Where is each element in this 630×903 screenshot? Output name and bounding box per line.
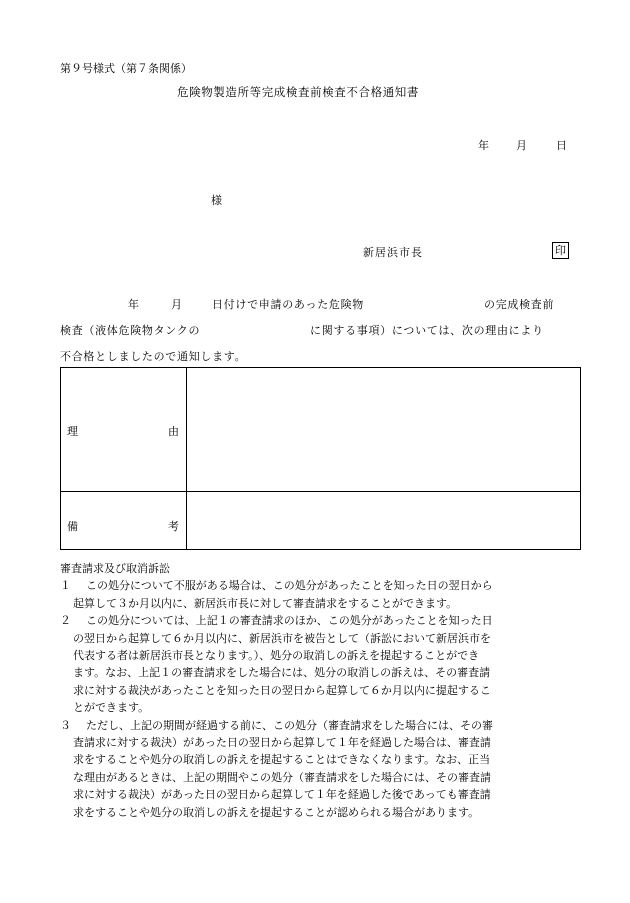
table-divider-vertical [186,368,187,549]
note-3-line-4: な理由があるときは、上記の期間やこの処分（審査請求をした場合には、その審査請 [73,770,491,784]
note-3-line-2: 査請求に対する裁決）があった日の翌日から起算して１年を経過した場合は、審査請 [73,736,491,750]
body-line2-b: に関する事項）については、次の理由により [310,324,544,337]
notes-heading: 審査請求及び取消訴訟 [60,562,170,575]
note-number-3: ３ [60,718,71,732]
body-line2-a: 検査（液体危険物タンクの [60,324,201,337]
note-3-line-6: 求をすることや処分の取消しの訴えを提起することが認められる場合があります。 [73,805,480,819]
body-line3: 不合格としましたので通知します。 [60,350,247,363]
body-year: 年 [128,298,139,311]
note-number-2: ２ [60,614,71,628]
date-year: 年 [478,139,489,152]
reason-label-char1: 理 [67,425,78,438]
note-item-1 [60,577,584,612]
reason-label-char2: 由 [168,425,179,438]
addressee-suffix: 様 [211,194,222,207]
note-2-line-1: この処分については、上記１の審査請求のほか、この処分があったことを知った日 [86,614,493,628]
note-item-2 [60,612,584,716]
document-title: 危険物製造所等完成検査前検査不合格通知書 [177,85,419,99]
seal-mark: 印 [552,242,569,259]
note-1-line-1: この処分について不服がある場合は、この処分があったことを知った日の翌日から [86,579,493,593]
note-3-line-3: 求をすることや処分の取消しの訴えを提起することはできなくなります。なお、正当 [73,753,491,767]
note-1-line-2: 起算して３か月以内に、新居浜市長に対して審査請求をすることができます。 [73,596,458,610]
body-line1-a: 日付けで申請のあった危険物 [212,298,364,311]
date-month: 月 [516,139,527,152]
appeal-notes [60,560,584,821]
note-2-line-6: とができます。 [73,701,150,715]
note-2-line-5: 求に対する裁決があったことを知った日の翌日から起算して６か月以内に提起するこ [73,683,491,697]
body-month: 月 [171,298,182,311]
note-2-line-3: 代表する者は新居浜市長となります。）、処分の取消しの訴えを提起することができ [73,649,480,663]
remarks-label [67,518,179,534]
note-2-line-4: ます。なお、上記１の審査請求をした場合には、処分の取消しの訴えは、その審査請 [73,666,491,680]
note-item-3 [60,717,584,821]
remarks-label-char1: 備 [67,520,78,533]
remarks-label-char2: 考 [168,520,179,533]
note-number-1: １ [60,579,71,593]
note-3-line-1: ただし、上記の期間が経過する前に、この処分（審査請求をした場合には、その審 [86,718,493,732]
issuer: 新居浜市長 [363,246,423,259]
date-day: 日 [556,139,567,152]
note-2-line-2: の翌日から起算して６か月以内に、新居浜市を被告として（訴訟において新居浜市を [73,631,491,645]
body-line1-b: の完成検査前 [484,298,555,311]
note-3-line-5: 求に対する裁決）があった日の翌日から起算して１年を経過した後であっても審査請 [73,788,491,802]
reason-label [67,423,179,439]
form-number: 第９号様式（第７条関係） [60,62,192,75]
reason-table [60,367,581,550]
table-divider-horizontal [61,491,580,492]
